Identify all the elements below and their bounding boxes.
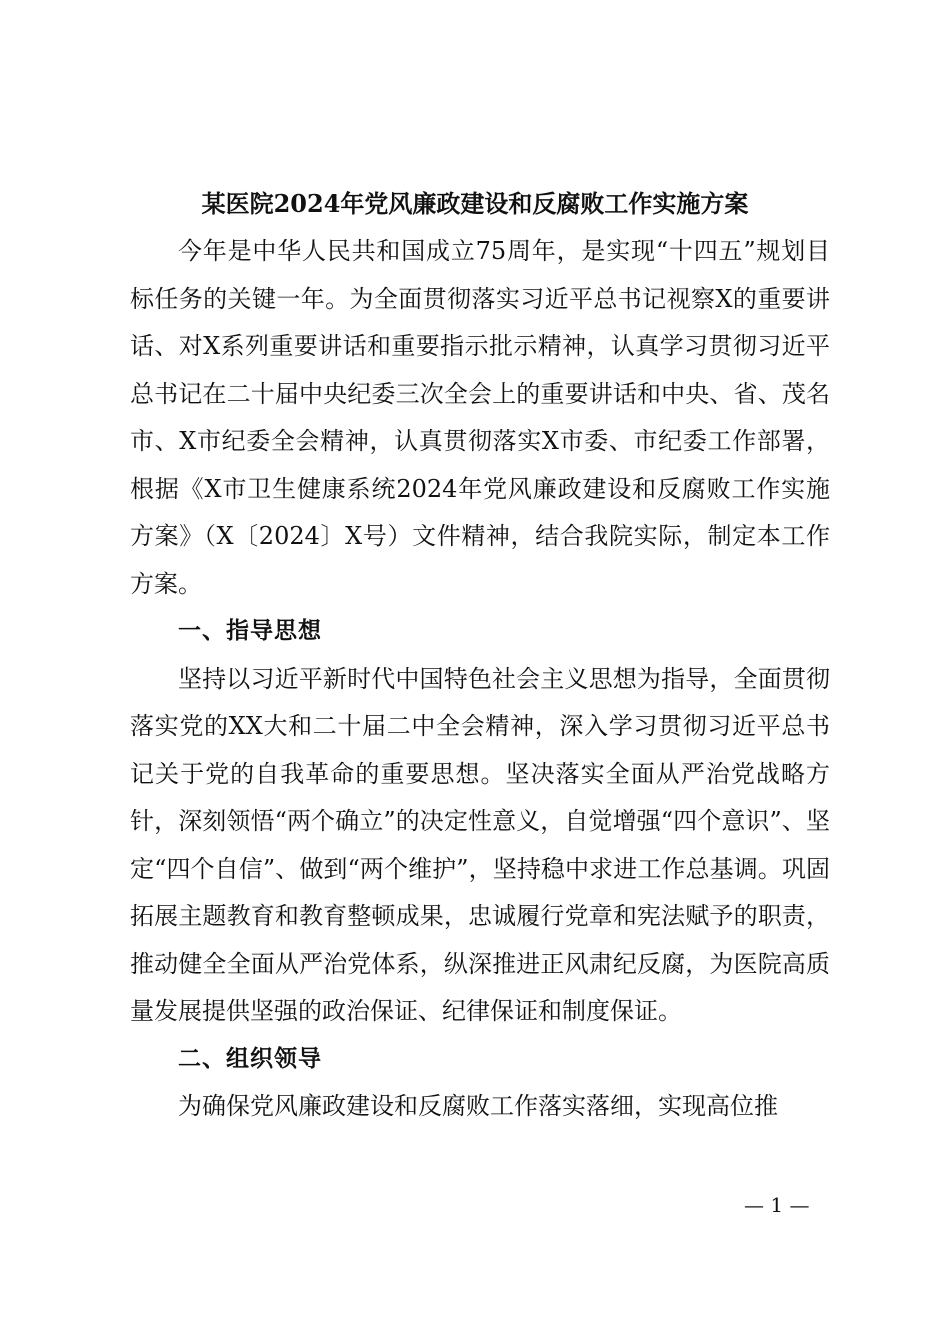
section-heading-organization-leadership: 二、组织领导 bbox=[178, 1045, 322, 1072]
section-paragraph-organization-leadership: 为确保党风廉政建设和反腐败工作落实落细，实现高位推 bbox=[178, 1092, 778, 1120]
document-body bbox=[130, 228, 830, 1131]
intro-paragraph: 今年是中华人民共和国成立75周年，是实现“十四五”规划目标任务的关键一年。为全面贯彻落实习近平总书记视察X的重要讲话、对X系列重要讲话和重要指示批示精神，认真学习贯彻习近平总书记在二十届中央纪委三次全会上的重要讲话和中央、省、茂名市、X市纪委全会精神，认真贯彻落实X市委、市纪委工作部署，根据《X市卫生健康系统2024年党风廉政建设和反腐败工作实施方案》（X〔2024〕X号）文件精神，结合我院实际，制定本工作方案。 bbox=[130, 237, 830, 598]
page-number: — 1 — bbox=[744, 1193, 810, 1217]
document-title: 某医院2024年党风廉政建设和反腐败工作实施方案 bbox=[201, 189, 749, 218]
section-paragraph-guiding-ideology: 坚持以习近平新时代中国特色社会主义思想为指导，全面贯彻落实党的XX大和二十届二中全会精神，深入学习贯彻习近平总书记关于党的自我革命的重要思想。坚决落实全面从严治党战略方针，深刻领悟“两个确立”的决定性意义，自觉增强“四个意识”、坚定“四个自信”、做到“两个维护”，坚持稳中求进工作总基调。巩固拓展主题教育和教育整顿成果，忠诚履行党章和宪法赋予的职责，推动健全全面从严治党体系，纵深推进正风肃纪反腐，为医院高质量发展提供坚强的政治保证、纪律保证和制度保证。 bbox=[130, 664, 830, 1025]
section-heading-guiding-ideology: 一、指导思想 bbox=[178, 618, 322, 644]
